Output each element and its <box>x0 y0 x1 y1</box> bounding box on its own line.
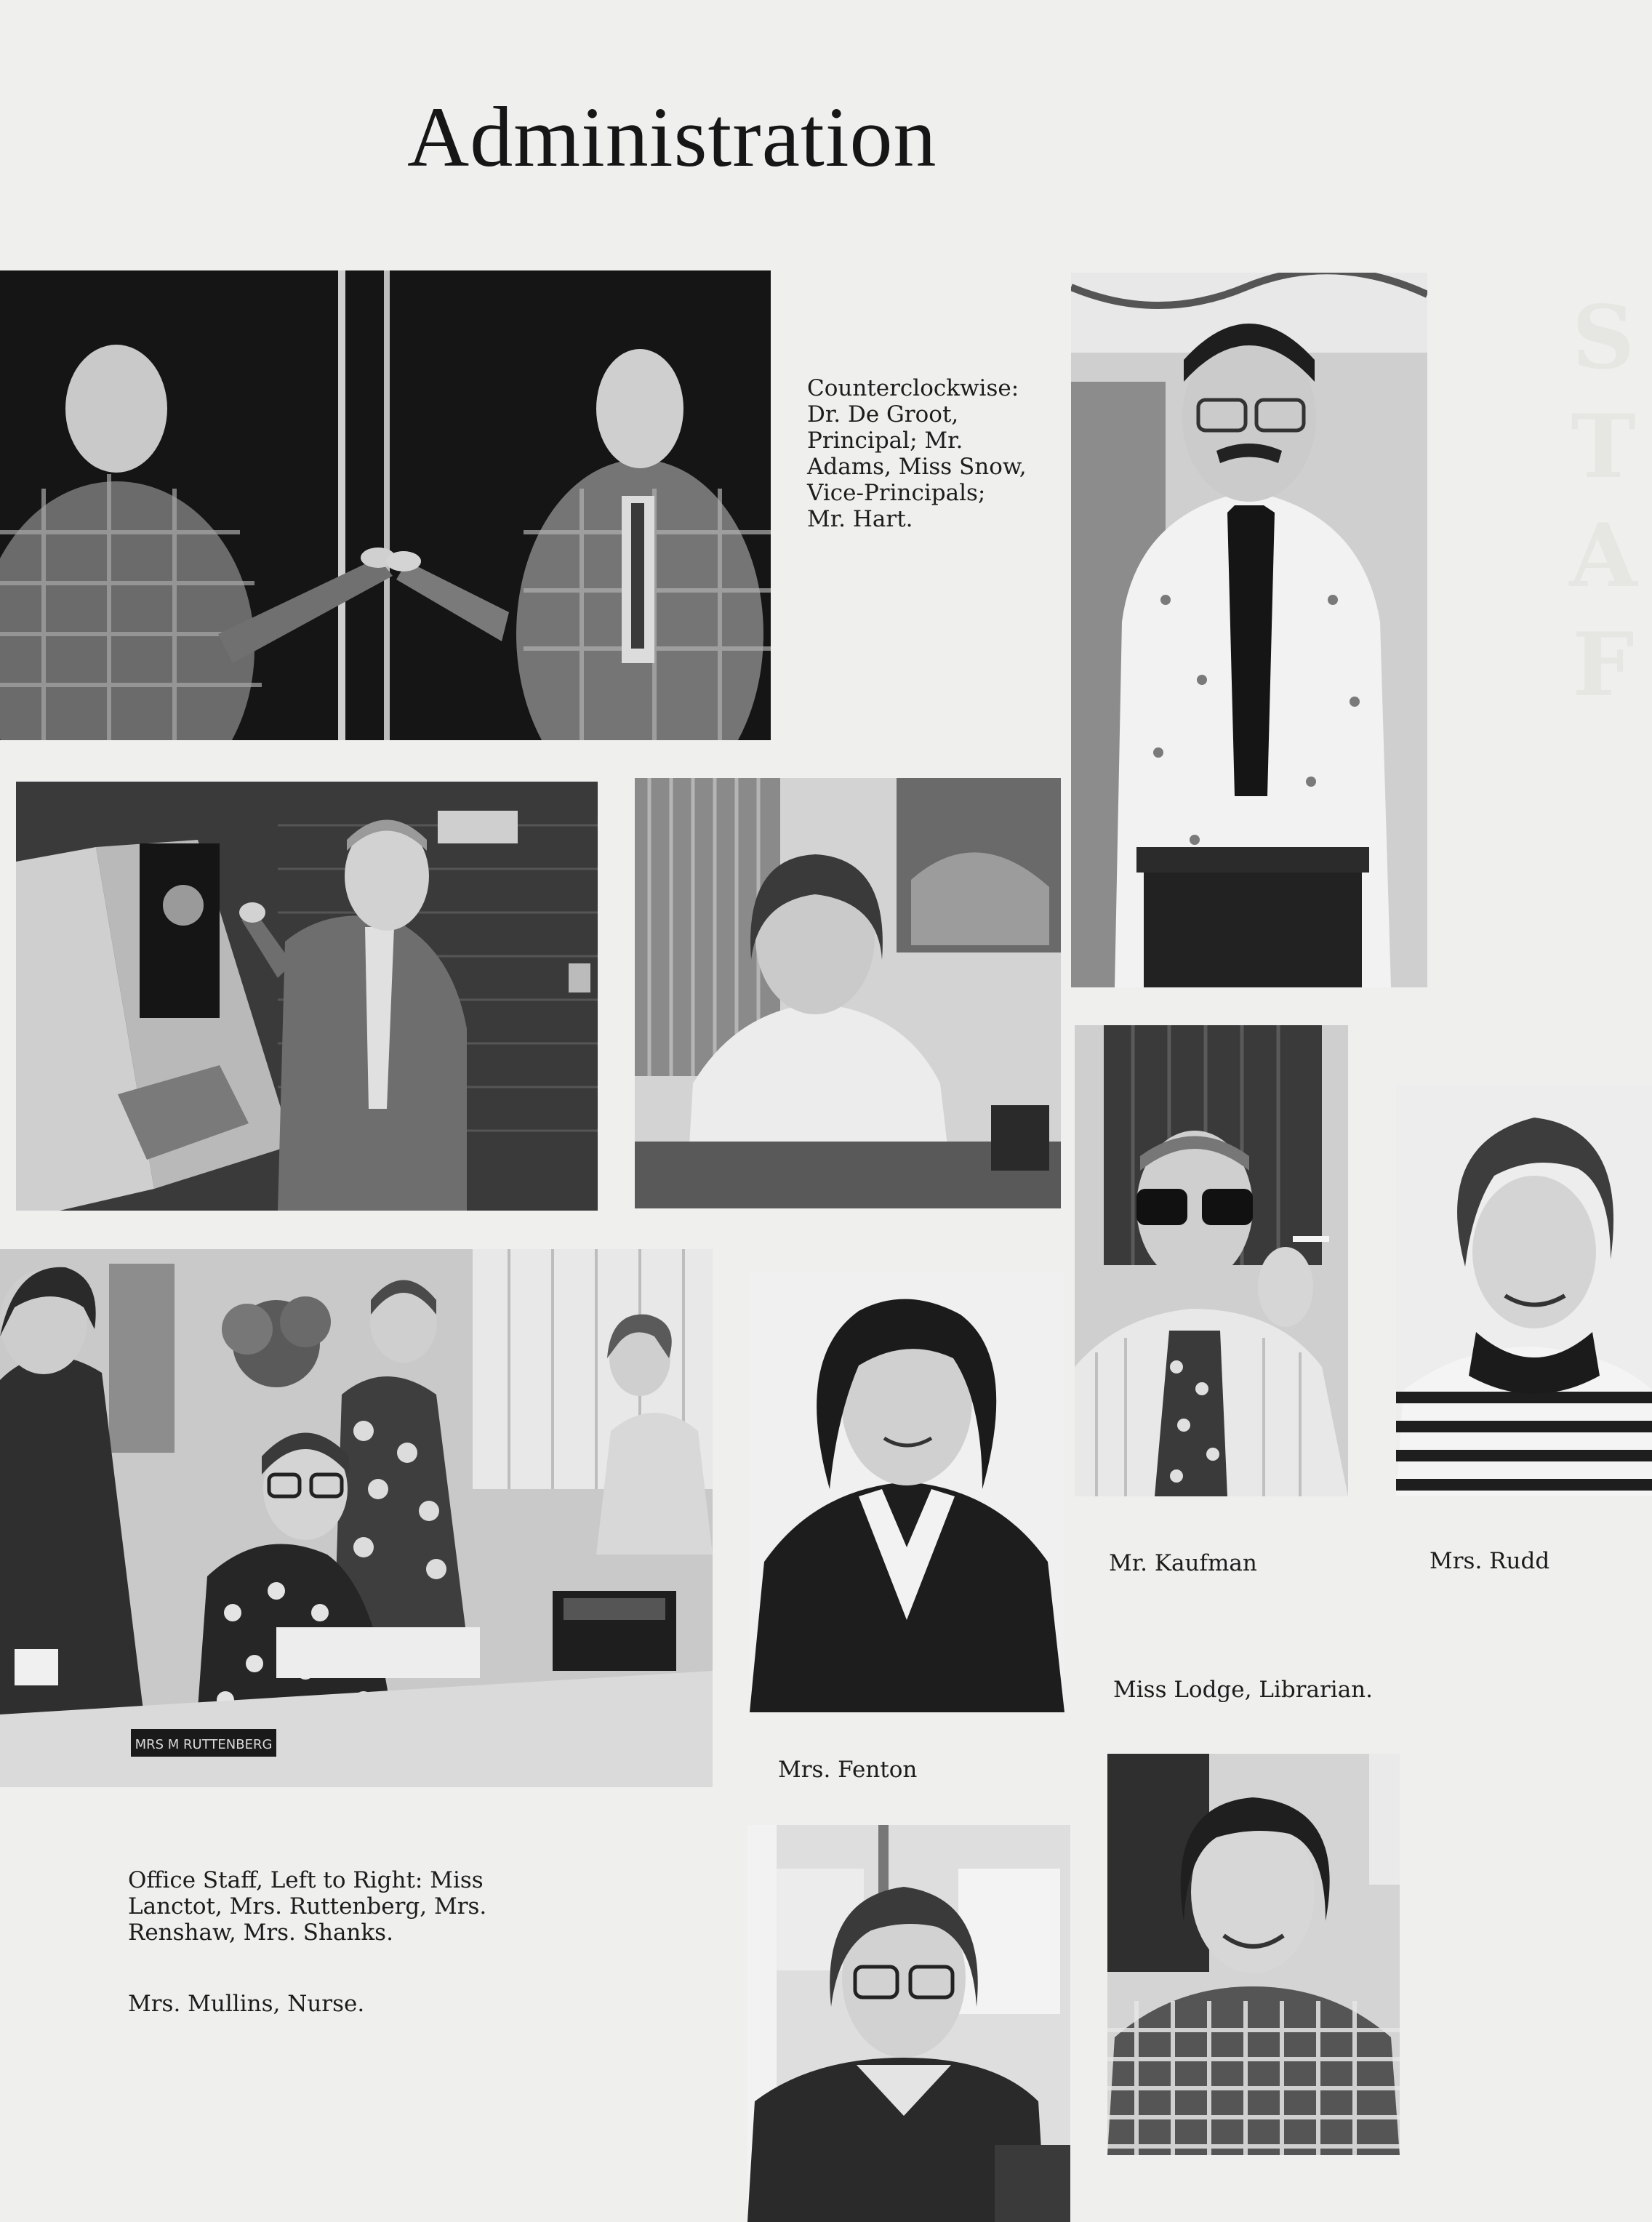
photo-mrs-fenton <box>750 1271 1064 1712</box>
photo-man-at-phone <box>16 782 598 1211</box>
photo-handshake <box>0 270 771 740</box>
caption-fenton: Mrs. Fenton <box>778 1757 918 1783</box>
photo-woman-with-glasses <box>747 1825 1070 2222</box>
caption-rudd: Mrs. Rudd <box>1430 1548 1550 1574</box>
caption-nurse: Mrs. Mullins, Nurse. <box>128 1991 365 2017</box>
photo-man-with-tie <box>1071 273 1427 987</box>
photo-mr-kaufman <box>1075 1025 1348 1496</box>
caption-kaufman: Mr. Kaufman <box>1109 1550 1257 1576</box>
photo-smiling-woman-checked <box>1107 1754 1400 2155</box>
caption-administrators: Counterclockwise: Dr. De Groot, Principal; Mr. Adams, Miss Snow, Vice-Principals; Mr. Hart. <box>807 375 1027 532</box>
photo-mrs-rudd <box>1396 1085 1652 1496</box>
bleed-through-letters: S T A F <box>1569 286 1637 716</box>
photo-woman-at-desk <box>635 778 1061 1208</box>
photo-office-staff <box>0 1249 713 1787</box>
caption-office-staff: Office Staff, Left to Right: Miss Lanctot, Mrs. Ruttenberg, Mrs. Renshaw, Mrs. Shanks. <box>128 1867 487 1946</box>
page-title: Administration <box>407 89 937 185</box>
caption-librarian: Miss Lodge, Librarian. <box>1113 1677 1373 1703</box>
desk-nameplate-text: MRS M RUTTENBERG <box>135 1737 273 1752</box>
